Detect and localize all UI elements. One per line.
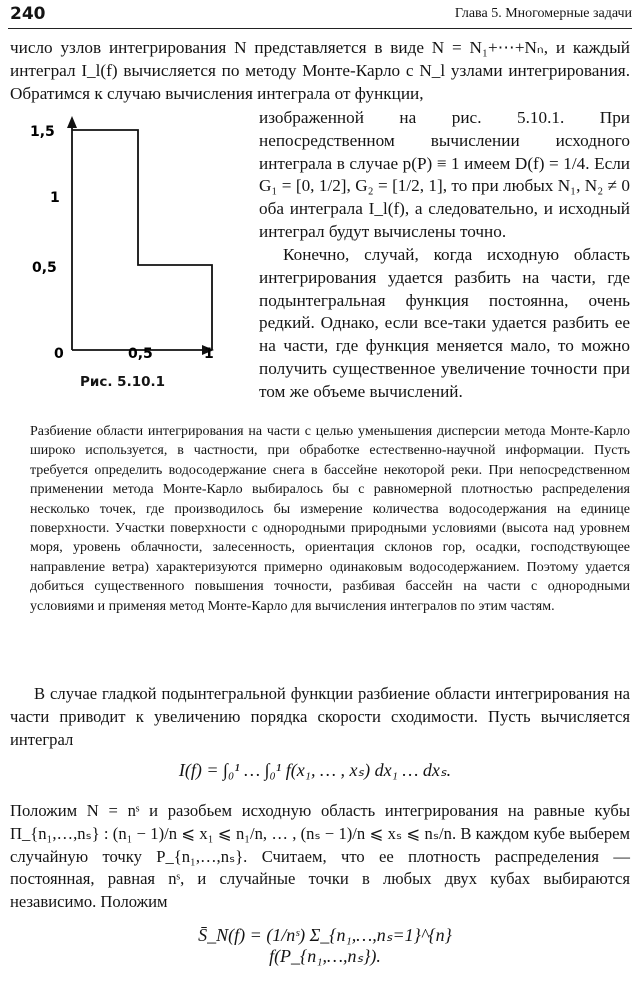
y-tick-label: 1 (50, 190, 60, 206)
step-function-plot (28, 112, 228, 402)
figure-5-10-1 (28, 112, 228, 402)
x-tick-label: 0,5 (128, 346, 153, 362)
page-number: 240 (10, 4, 46, 24)
page-header (8, 0, 632, 29)
small-print-paragraph: Разбиение области интегрирования на части с целью уменьшения дисперсии метода Монте-Карло широко используется, в частности, при обработке естественно-научной информации. Пусть требуется определить водосодержание снега в бассейне некоторой реки. При непосредственном применении метода Монте-Карло выбиралось бы с равномерной плотностью распределения несколько точек, где производилось бы измерение количества водосодержания на единице поверхности. Участки поверхности с однородными природными условиями (высота над уровнем моря, уровень облачности, залесенность, ориентация склонов гор, осадки, господствующее направление ветра) характеризуются примерно одинаковым водосодержанием. Поэтому удается добиться существенного повышения точности, разбивая бассейн на части с однородными условиями и применяя метод Монте-Карло для вычисления интегралов по этим частям. (30, 424, 630, 614)
paragraph-right-1: изображенной на рис. 5.10.1. При непосредственном вычислении исходного интеграла в случае p(P) ≡ 1 имеем D(f) = 1/4. Если G₁ = [0, 1/2], G₂ = [1/2, 1], то при любых N₁, N₂ ≠ 0 оба интеграла I_l(f), а следовательно, и исходный интеграл будут вычислены точно. (259, 108, 630, 241)
x-tick-label: 1 (204, 346, 214, 362)
paragraph-top: число узлов интегрирования N представляется в виде N = N₁+⋯+Nₙ, и каждый интеграл I_l(f) вычисляется по методу Монте-Карло с N_l узлами интегрирования. Обратимся к случаю вычисления интеграла от функции, (10, 38, 630, 103)
figure-caption: Рис. 5.10.1 (80, 374, 166, 390)
step-function-curve (72, 130, 212, 350)
paragraph-smooth: В случае гладкой подынтегральной функции разбиение области интегрирования на части приводит к увеличению порядка скорости сходимости. Пусть вычисляется интеграл (10, 684, 630, 749)
paragraph-right-2: Конечно, случай, когда исходную область интегрирования удается разбить на части, где подынтегральная функция постоянна, очень редкий. Однако, если все-таки удается разбить ее на части, где функция меняется мало, то можно получить существенное увеличение точности при том же объеме вычислений. (259, 245, 630, 401)
chapter-title: Глава 5. Многомерные задачи (454, 6, 632, 21)
y-tick-label: 0,5 (32, 260, 57, 276)
x-tick-label: 0 (54, 346, 64, 362)
formula-estimator: S̄_N(f) = (1/nˢ) Σ_{n₁,…,nₛ=1}^{n} f(P_{n₁,…,nₛ}). (198, 925, 452, 966)
formula-integral: I(f) = ∫₀¹ … ∫₀¹ f(x₁, … , xₛ) dx₁ … dxₛ. (178, 760, 452, 780)
y-axis-arrow-icon (67, 116, 77, 128)
paragraph-cubes: Положим N = nˢ и разобьем исходную область интегрирования на равные кубы Π_{n₁,…,nₛ} : (n₁ − 1)/n ⩽ x₁ ⩽ n₁/n, … , (nₛ − 1)/n ⩽ xₛ ⩽ nₛ/n. В каждом кубе выберем случайную точку P_{n₁,…,nₛ}. Считаем, что ее плотность распределения — постоянная, равная nˢ, и случайные точки в любых двух кубах выбираются независимо. Положим (10, 801, 630, 912)
y-tick-label: 1,5 (30, 124, 55, 140)
